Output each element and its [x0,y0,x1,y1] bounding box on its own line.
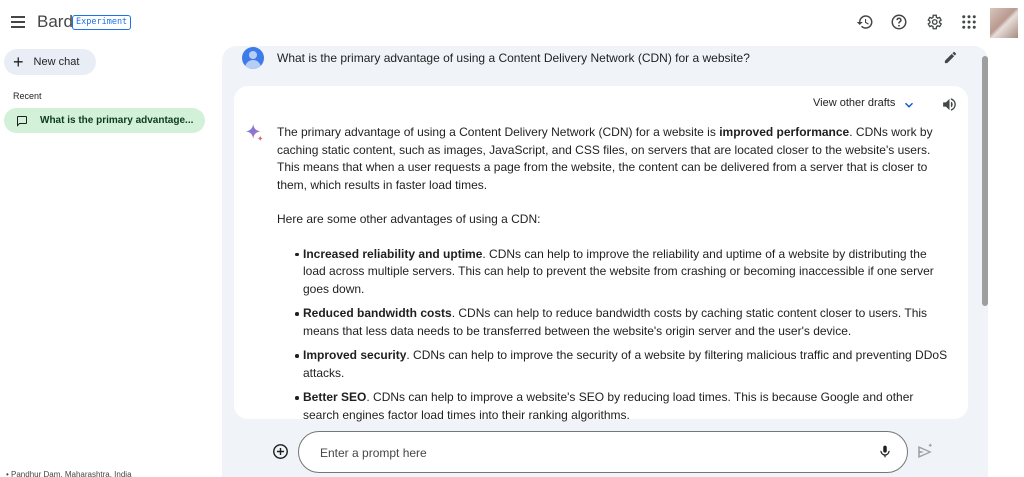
recent-chat-label: What is the primary advantage... [40,115,194,126]
response-paragraph: Here are some other advantages of using a CDN: [277,212,541,226]
plus-icon: + [13,52,24,72]
list-item-text: . CDNs can help to reduce bandwidth costs by caching static content closer to users. This means that less data needs to be transferred between the website's origin server and the user's device. [303,306,928,338]
recent-chat-item[interactable] [4,108,205,133]
list-item-title: Increased reliability and uptime [303,246,483,261]
list-item-title: Reduced bandwidth costs [303,306,452,320]
top-bar [0,0,1024,46]
view-other-drafts-button[interactable]: View other drafts [813,97,896,109]
account-avatar[interactable] [990,8,1018,38]
list-item-title: Improved security [303,348,407,362]
experiment-badge: Experiment [72,15,131,30]
brand-name: Bard [37,12,73,31]
response-bold-text: improved performance [719,125,850,139]
list-item-text: . CDNs can help to improve the security of a website by filtering malicious traffic and preventing DDoS attacks. [303,348,948,380]
response-body [277,124,949,431]
user-avatar-icon [242,47,264,69]
apps-grid-icon[interactable] [960,13,978,31]
edit-pencil-icon[interactable] [943,50,958,65]
recent-heading: Recent [13,91,42,101]
add-attachment-icon[interactable] [272,443,289,460]
bard-sparkle-icon [244,123,264,143]
gear-icon[interactable] [925,13,943,31]
menu-icon-bar [11,26,25,28]
response-text: . CDNs work by caching static content, such as images, JavaScript, and CSS files, on servers that are located closer to the website's users. This means that when a user requests a page from the website, the content can be delivered from a server that is closer to them, which results in faster load times. [277,125,933,192]
list-item [295,246,949,299]
prompt-box [298,431,908,473]
user-question: What is the primary advantage of using a Content Delivery Network (CDN) for a website? [277,51,750,65]
menu-icon-bar [11,16,25,18]
scrollbar-thumb[interactable] [982,56,988,306]
user-avatar-body [245,60,261,69]
list-item-text: . CDNs can help to improve the reliability and uptime of a website by distributing the load across multiple servers. This can help to prevent the website from crashing or becoming inaccessible if one server goes down. [303,246,934,296]
send-icon[interactable] [916,443,934,461]
help-icon[interactable] [890,13,908,31]
list-item [295,305,949,340]
prompt-input[interactable] [320,443,860,463]
user-avatar-head [249,51,257,59]
menu-icon-bar [11,21,25,23]
chevron-down-icon[interactable] [902,98,916,112]
response-paragraph [277,124,949,194]
advantages-list [277,246,949,425]
new-chat-button[interactable] [4,49,96,75]
chat-bubble-icon [16,115,28,127]
history-icon[interactable] [856,13,874,31]
list-item [295,389,949,424]
response-text: The primary advantage of using a Content Delivery Network (CDN) for a website is [277,125,720,139]
location-footer: • Pandhur Dam, Maharashtra, India [6,470,132,477]
list-item [295,347,949,382]
main-menu-button[interactable] [8,12,28,32]
new-chat-label: New chat [33,56,80,68]
microphone-icon[interactable] [878,443,892,460]
list-item-text: . CDNs can help to improve a website's SEO by reducing load times. This is because Google and other search engines factor load times into their ranking algorithms. [303,390,914,422]
list-item-title: Better SEO [303,390,367,404]
speaker-icon[interactable] [941,96,958,113]
